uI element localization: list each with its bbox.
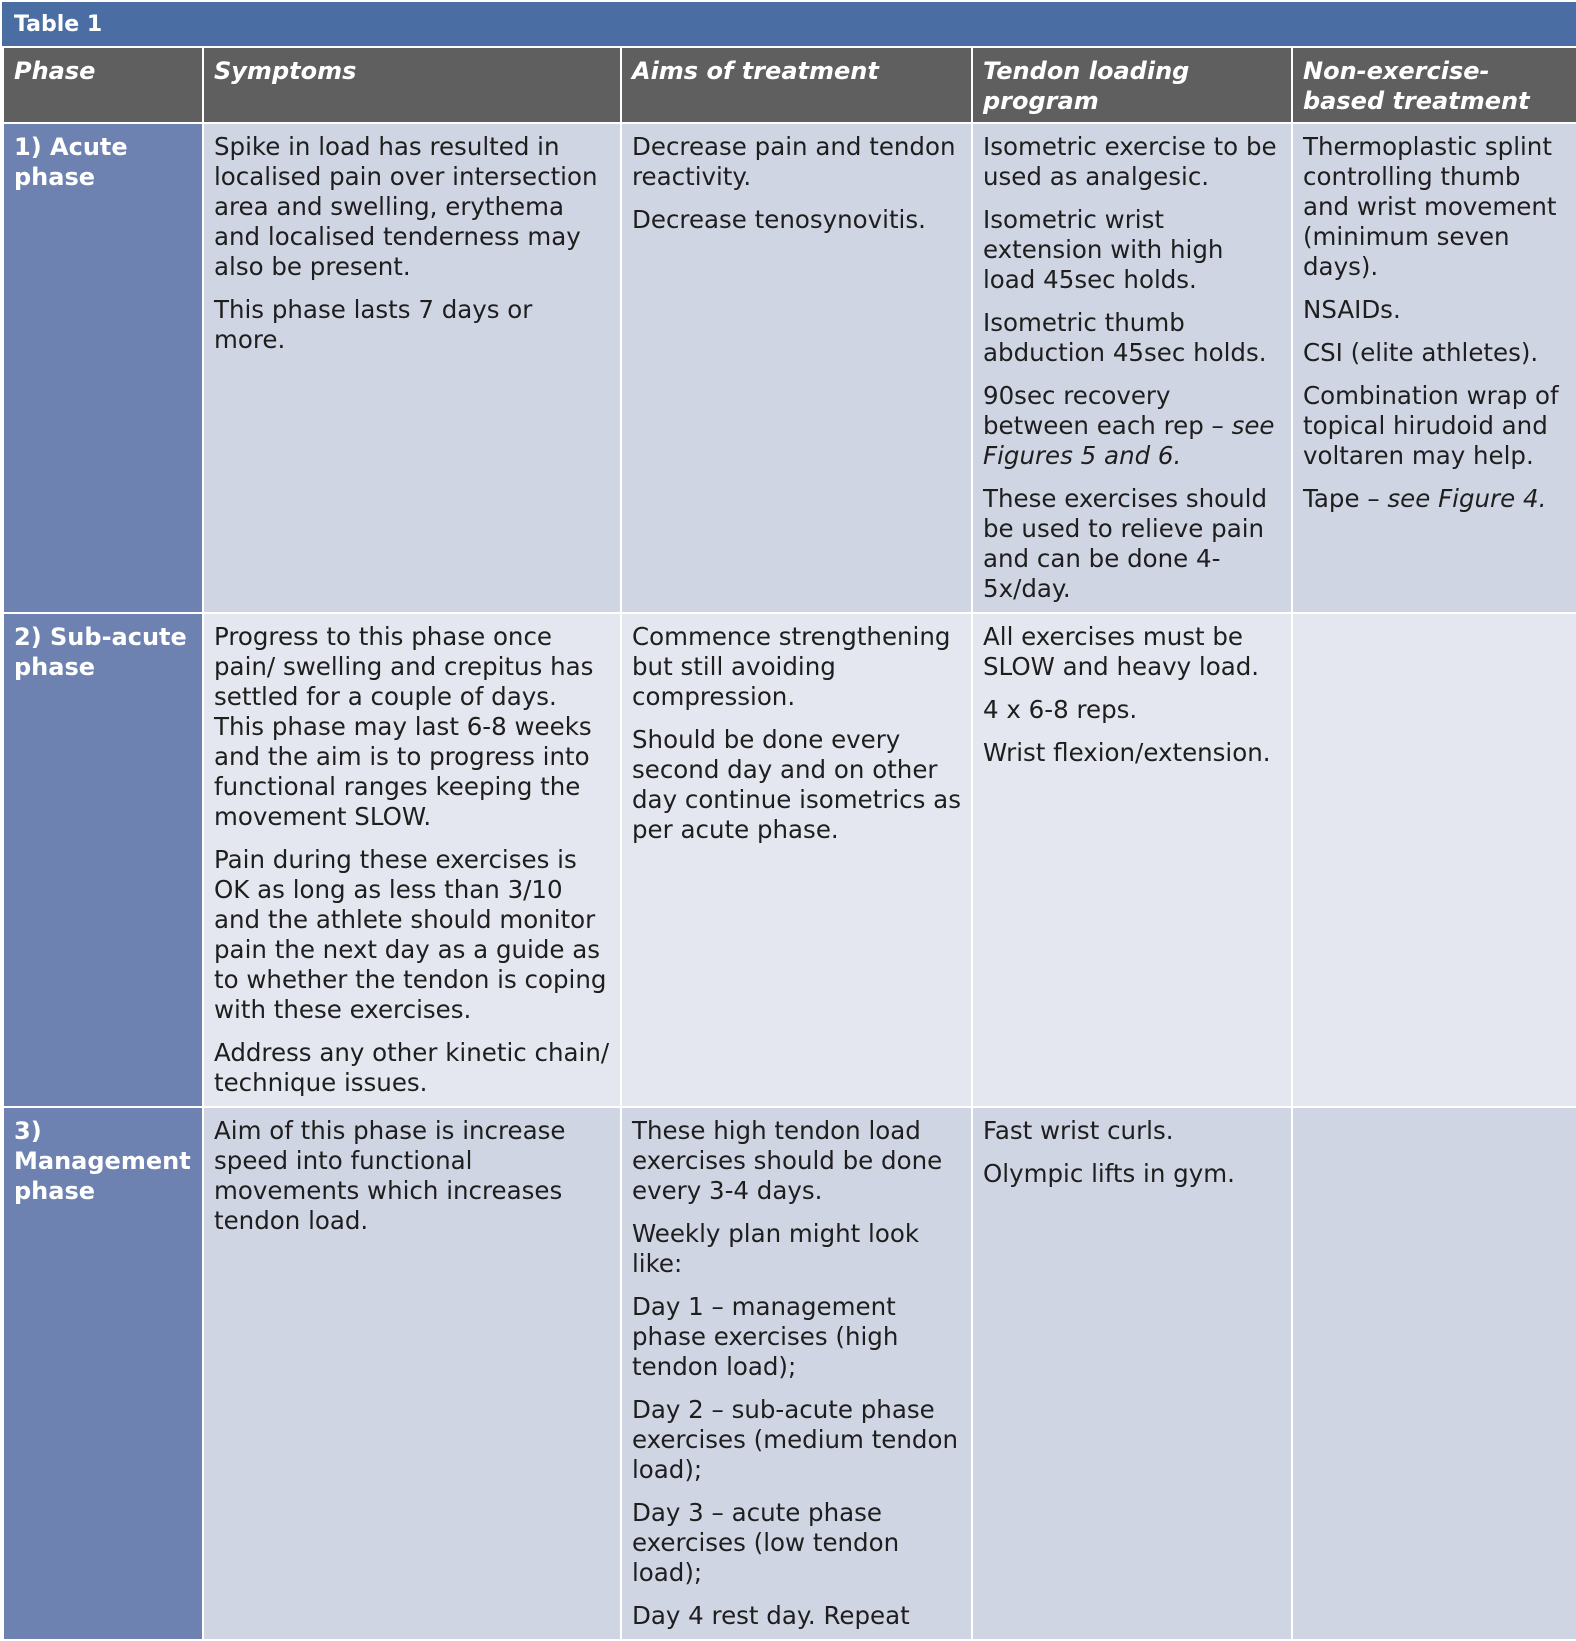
non-exercise-cell bbox=[1292, 613, 1576, 1107]
aims-text: Day 1 – management phase exercises (high tendon load); bbox=[632, 1292, 899, 1381]
phase-label: 3) Management phase bbox=[3, 1107, 203, 1640]
symptoms-text: Pain during these exercises is OK as long as less than 3/10 and the athlete should monitor pain the next day as a guide as to whether the tendon is coping with these exercises. bbox=[214, 845, 607, 1024]
symptoms-text: Address any other kinetic chain/ technique issues. bbox=[214, 1038, 610, 1097]
aims-text: Commence strengthening but still avoiding compression. bbox=[632, 622, 951, 711]
loading-text: Wrist flexion/extension. bbox=[983, 738, 1271, 767]
header-non-exercise: Non-exercise-based treatment bbox=[1292, 47, 1576, 123]
treatment-table bbox=[2, 2, 1576, 1630]
header-aims: Aims of treatment bbox=[621, 47, 972, 123]
non-exercise-text-plain: Tape – bbox=[1303, 484, 1388, 513]
non-exercise-cell bbox=[1292, 123, 1576, 613]
non-exercise-text: CSI (elite athletes). bbox=[1303, 338, 1539, 367]
aims-text: Weekly plan might look like: bbox=[632, 1219, 920, 1278]
phase-table bbox=[2, 46, 1576, 1641]
symptoms-text: Progress to this phase once pain/ swelling and crepitus has settled for a couple of days. This phase may last 6-8 weeks and the aim is to progress into functional ranges keeping the movement SLOW. bbox=[214, 622, 594, 831]
non-exercise-text: Thermoplastic splint controlling thumb and wrist movement (minimum seven days). bbox=[1303, 132, 1557, 281]
aims-text: Day 3 – acute phase exercises (low tendon load); bbox=[632, 1498, 900, 1587]
aims-text: These high tendon load exercises should be done every 3-4 days. bbox=[632, 1116, 943, 1205]
non-exercise-text: NSAIDs. bbox=[1303, 295, 1401, 324]
symptoms-text: Aim of this phase is increase speed into functional movements which increases tendon load. bbox=[214, 1116, 566, 1235]
non-exercise-text bbox=[1303, 484, 1566, 514]
header-row bbox=[3, 47, 1576, 123]
figure-reference: see Figure 4. bbox=[1387, 484, 1547, 513]
non-exercise-cell bbox=[1292, 1107, 1576, 1640]
loading-cell bbox=[972, 613, 1292, 1107]
aims-cell bbox=[621, 1107, 972, 1640]
aims-text: Should be done every second day and on other day continue isometrics as per acute phase. bbox=[632, 725, 961, 844]
aims-cell bbox=[621, 123, 972, 613]
symptoms-cell bbox=[203, 123, 621, 613]
aims-cell bbox=[621, 613, 972, 1107]
loading-text bbox=[983, 381, 1281, 471]
table-row-sub-acute bbox=[3, 613, 1576, 1107]
symptoms-text: Spike in load has resulted in localised pain over intersection area and swelling, erythema and localised tenderness may also be present. bbox=[214, 132, 598, 281]
symptoms-cell bbox=[203, 1107, 621, 1640]
loading-cell bbox=[972, 123, 1292, 613]
symptoms-text: This phase lasts 7 days or more. bbox=[214, 295, 533, 354]
table-title: Table 1 bbox=[2, 2, 1576, 46]
loading-text: All exercises must be SLOW and heavy load. bbox=[983, 622, 1260, 681]
header-phase: Phase bbox=[3, 47, 203, 123]
loading-text-plain: 90sec recovery between each rep – bbox=[983, 381, 1232, 440]
aims-text: Day 4 rest day. Repeat bbox=[632, 1601, 910, 1630]
loading-text: Isometric thumb abduction 45sec holds. bbox=[983, 308, 1267, 367]
table-row-management bbox=[3, 1107, 1576, 1640]
phase-label: 1) Acute phase bbox=[3, 123, 203, 613]
symptoms-cell bbox=[203, 613, 621, 1107]
non-exercise-text: Combination wrap of topical hirudoid and voltaren may help. bbox=[1303, 381, 1559, 470]
phase-label: 2) Sub-acute phase bbox=[3, 613, 203, 1107]
loading-text: Olympic lifts in gym. bbox=[983, 1159, 1235, 1188]
aims-text: Day 2 – sub-acute phase exercises (medium tendon load); bbox=[632, 1395, 958, 1484]
loading-text: Isometric exercise to be used as analgesic. bbox=[983, 132, 1277, 191]
loading-text: Isometric wrist extension with high load 45sec holds. bbox=[983, 205, 1224, 294]
aims-text: Decrease pain and tendon reactivity. bbox=[632, 132, 956, 191]
header-symptoms: Symptoms bbox=[203, 47, 621, 123]
loading-text: 4 x 6-8 reps. bbox=[983, 695, 1138, 724]
aims-text: Decrease tenosynovitis. bbox=[632, 205, 926, 234]
table-row-acute bbox=[3, 123, 1576, 613]
header-loading: Tendon loading program bbox=[972, 47, 1292, 123]
loading-cell bbox=[972, 1107, 1292, 1640]
loading-text: These exercises should be used to relieve pain and can be done 4-5x/day. bbox=[983, 484, 1268, 603]
figure-reference: see Figures 5 and 6. bbox=[983, 411, 1275, 470]
loading-text: Fast wrist curls. bbox=[983, 1116, 1174, 1145]
